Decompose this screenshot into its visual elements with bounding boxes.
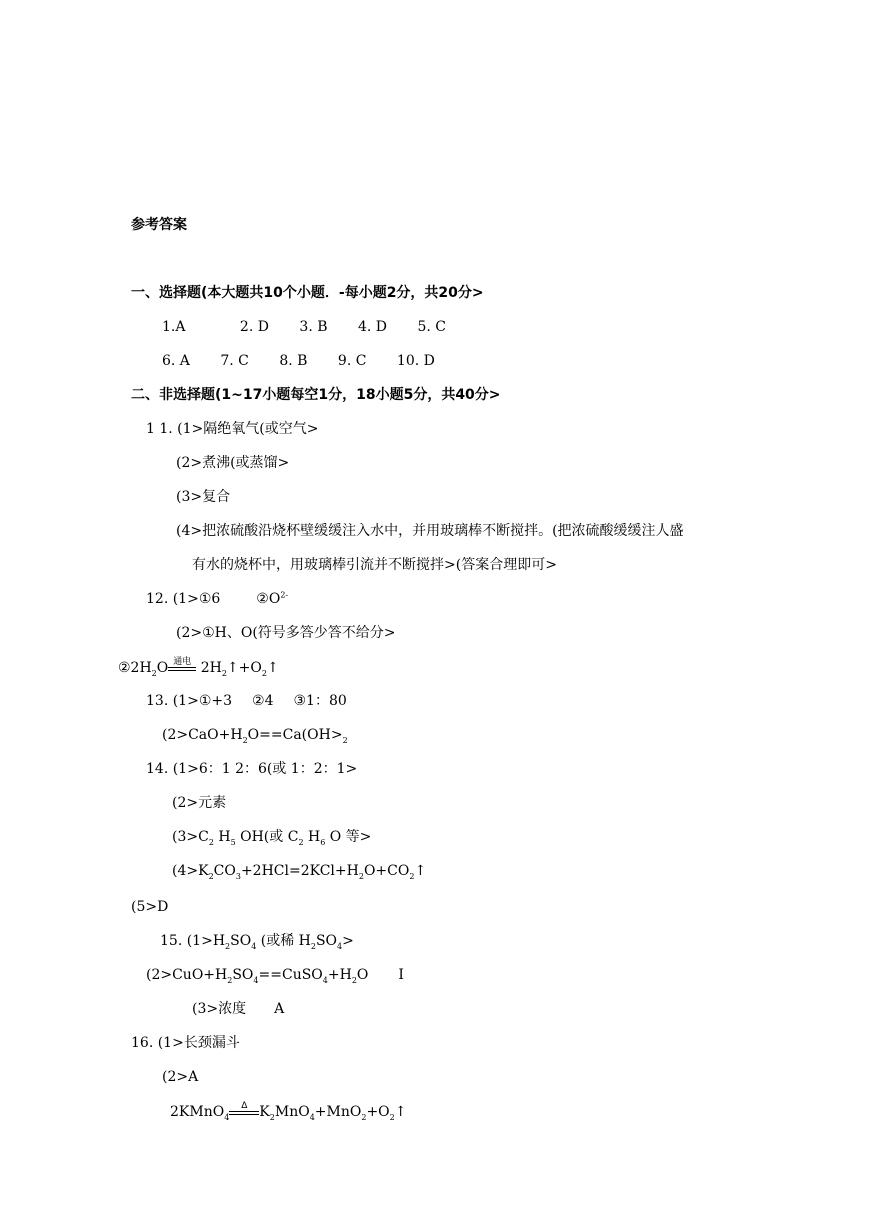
q11-answer-2: (2>煮沸(或蒸馏> — [176, 455, 290, 471]
q15-answer-2: ($2>CuO+H_2SO_4==CuSO_4+H_2O$ I — [146, 967, 404, 985]
answer-10: 10. D — [396, 353, 435, 369]
q14-a3-text: (3>C — [172, 829, 209, 845]
choice-row-1 — [162, 318, 446, 336]
q15-answer-3 — [192, 1000, 284, 1018]
q11-answer-4-line2: 有水的烧杯中，用玻璃棒引流并不断搅拌>(答案合理即可> — [192, 557, 557, 573]
q16-answer-1: 16. (1>长颈漏斗 — [131, 1035, 240, 1051]
q14-answer-4: ($4>K_2CO_3+2HCl=2KCl+H_2O+CO_2↑$ — [172, 863, 427, 881]
answer-3: 3. B — [299, 319, 328, 335]
q15-a3-text: (3>浓度 — [192, 1001, 247, 1017]
q12-a1-text: 12. (1>①6 — [146, 591, 221, 607]
q14-a4-text: (4>K — [172, 863, 209, 879]
q11-answer-3: (3>复合 — [176, 489, 231, 505]
q12-a1-oxygen-ion: ②O — [256, 591, 281, 607]
q16-equation: 2KMnO$_4$ Δ $K_2MnO_4+MnO_2+O_2↑$ — [170, 1101, 407, 1122]
q13-a2-subscript: 2 — [342, 735, 348, 745]
q15-a3-choice: A — [274, 1001, 285, 1017]
answer-8: 8. B — [279, 353, 308, 369]
q12-eq-condition: 通电 — [168, 658, 196, 677]
q12-answer-2: (2>①H、O(符号多答少答不给分> — [176, 625, 396, 641]
q16-eq-condition: Δ — [229, 1102, 259, 1121]
q15-a2-tail: I — [398, 967, 404, 983]
q13-a2-text: (2>CaO+H — [162, 727, 243, 743]
q12-equation: $②2H_2O$ 通电 $2H_2↑+O_2↑$ — [118, 657, 279, 678]
q15-answer-1: 15. ($1>H_2SO_4$ (或稀 $H_2SO_4>$ — [160, 933, 354, 951]
q13-a1-text: 13. (1>①+3 — [146, 693, 233, 709]
q16-eq-reactant: 2KMnO — [170, 1104, 225, 1120]
q11-answer-1: 1 1. (1>隔绝氧气(或空气> — [146, 421, 319, 437]
answer-7: 7. C — [220, 353, 249, 369]
q13-answer-1 — [146, 692, 347, 710]
section2-heading: 二、非选择题(1~17小题每空1分，18小题5分，共40分> — [131, 387, 501, 403]
answer-2: 2. D — [239, 319, 269, 335]
q14-answer-5: (5>D — [131, 899, 169, 915]
q11-answer-4-line1: (4>把浓硫酸沿烧杯壁缓缓注入水中，并用玻璃棒不断搅拌。(把浓硫酸缓缓注人盛 — [176, 523, 684, 539]
q15-a1-alt: (或稀 H — [260, 933, 311, 949]
q15-a1-text: 15. (1>H — [160, 933, 226, 949]
q14-answer-1: 14. (1>6：1 2：6(或 1：2：1> — [146, 761, 358, 777]
answer-4: 4. D — [357, 319, 388, 335]
q13-answer-2: ($2>CaO+H_2O==Ca(OH>_2$ — [162, 727, 348, 745]
answer-6: 6. A — [162, 353, 190, 369]
q12-eq-products: 2H — [200, 660, 222, 676]
q12-answer-1 — [146, 590, 288, 608]
q15-a2-text: (2>CuO+H — [146, 967, 228, 983]
q16-eq-products: K — [259, 1104, 270, 1120]
q14-answer-2: (2>元素 — [172, 795, 227, 811]
page-title: 参考答案 — [131, 217, 187, 233]
q14-answer-3: ($3>C_2$ $H_5$ OH(或 $C_2$ $H_6$ O 等> — [172, 829, 372, 847]
q12-a1-charge: 2- — [280, 590, 289, 600]
answer-9: 9. C — [337, 353, 367, 369]
answer-1: 1.A — [162, 319, 186, 335]
q16-answer-2: (2>A — [162, 1069, 199, 1085]
q13-a1-part-c: ③1：80 — [293, 693, 347, 709]
q12-eq-reactant: ②2H — [118, 660, 152, 676]
section1-heading: 一、选择题(本大题共10个小题．-每小题2分，共20分> — [131, 285, 484, 301]
q13-a1-part-b: ②4 — [252, 693, 274, 709]
answer-5: 5. C — [417, 319, 447, 335]
choice-row-2 — [162, 352, 435, 370]
q13-a2-product: O==Ca(OH> — [247, 727, 343, 743]
